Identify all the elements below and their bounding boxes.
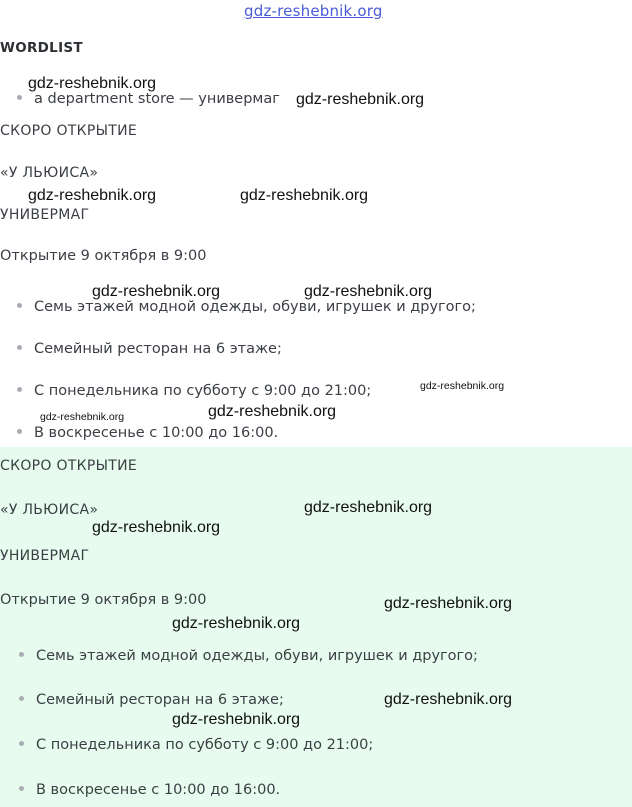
coming-soon-heading: СКОРО ОТКРЫТИЕ [0, 123, 138, 139]
list-item-text: В воскресенье с 10:00 до 16:00. [34, 425, 279, 441]
list-item [19, 648, 478, 664]
watermark: gdz-reshebnik.org [304, 499, 433, 516]
bullet-dot [19, 741, 24, 746]
watermark: gdz-reshebnik.org [172, 711, 301, 728]
watermark: gdz-reshebnik.org [28, 75, 157, 92]
bullet-dot [17, 303, 22, 308]
list-item-text: Семейный ресторан на 6 этаже; [36, 692, 284, 708]
watermark: gdz-reshebnik.org [172, 615, 301, 632]
wordlist-item [17, 91, 280, 107]
wordlist-title: WORDLIST [0, 40, 83, 56]
watermark: gdz-reshebnik.org [240, 187, 369, 204]
list-item [19, 782, 280, 798]
list-item [17, 299, 476, 315]
list-item-text: Семь этажей модной одежды, обуви, игрушек и другого; [36, 648, 478, 664]
watermark: gdz-reshebnik.org [384, 691, 513, 708]
watermark: gdz-reshebnik.org [296, 91, 425, 108]
list-item-text: С понедельника по субботу с 9:00 до 21:00; [36, 737, 374, 753]
watermark: gdz-reshebnik.org [28, 187, 157, 204]
list-item-text: Семь этажей модной одежды, обуви, игрушек и другого; [34, 299, 476, 315]
list-item-text: Семейный ресторан на 6 этаже; [34, 341, 282, 357]
wordlist-item-text: a department store — универмаг [34, 91, 280, 107]
list-item-text: С понедельника по субботу с 9:00 до 21:00; [34, 383, 372, 399]
store-name-heading: «У ЛЬЮИСА» [0, 502, 99, 518]
bullet-dot [17, 95, 22, 100]
list-item [17, 425, 278, 441]
list-item [19, 692, 284, 708]
opening-date: Открытие 9 октября в 9:00 [0, 592, 207, 608]
watermark: gdz-reshebnik.org [92, 283, 221, 300]
department-store-heading: УНИВЕРМАГ [0, 548, 90, 564]
bullet-dot [19, 652, 24, 657]
watermark: gdz-reshebnik.org [208, 403, 337, 420]
watermark: gdz-reshebnik.org [384, 595, 513, 612]
watermark: gdz-reshebnik.org [420, 380, 505, 392]
bullet-dot [19, 696, 24, 701]
list-item [17, 341, 282, 357]
site-link[interactable]: gdz-reshebnik.org [244, 2, 383, 20]
bullet-dot [17, 387, 22, 392]
watermark: gdz-reshebnik.org [40, 411, 125, 423]
store-name-heading: «У ЛЬЮИСА» [0, 165, 99, 181]
bullet-dot [17, 429, 22, 434]
opening-date: Открытие 9 октября в 9:00 [0, 248, 207, 264]
list-item [19, 737, 373, 753]
watermark: gdz-reshebnik.org [304, 283, 433, 300]
department-store-heading: УНИВЕРМАГ [0, 207, 90, 223]
bullet-dot [19, 786, 24, 791]
list-item-text: В воскресенье с 10:00 до 16:00. [36, 782, 281, 798]
bullet-dot [17, 345, 22, 350]
coming-soon-heading: СКОРО ОТКРЫТИЕ [0, 458, 138, 474]
watermark: gdz-reshebnik.org [92, 519, 221, 536]
list-item [17, 383, 371, 399]
